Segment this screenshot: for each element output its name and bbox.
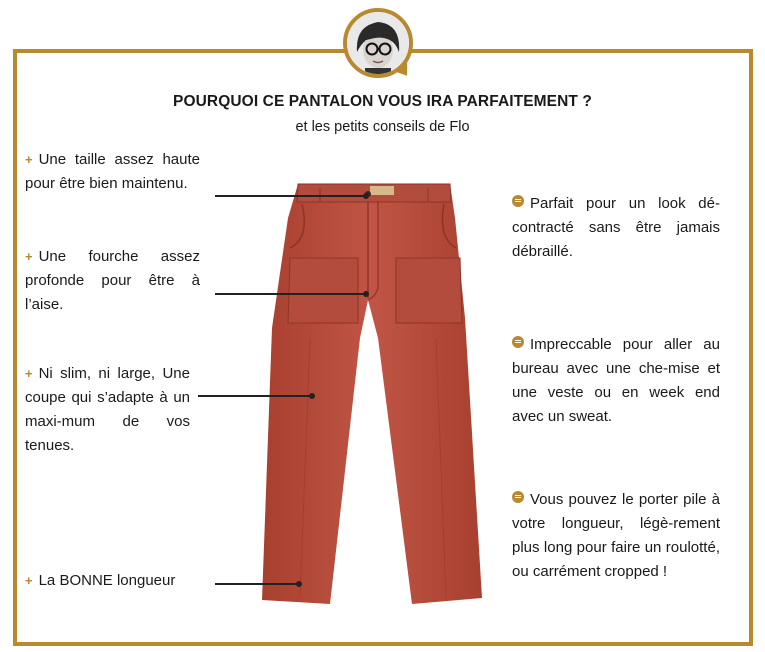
speech-bubble-icon (512, 491, 524, 503)
pointer-dot-rise (363, 291, 369, 297)
tip-length (512, 488, 720, 584)
callout-length-text: La BONNE longueur (38, 572, 176, 589)
plus-icon: + (25, 366, 33, 381)
page-title: POURQUOI CE PANTALON VOUS IRA PARFAITEMENT ? (173, 93, 592, 110)
pointer-dot-length (296, 581, 302, 587)
tip-office (512, 333, 720, 429)
pointer-dot-cut (309, 393, 315, 399)
tip-length-text: Vous pouvez le porter pile à votre longueur, légè-rement plus long pour faire un roulotté, ou carrément cropped ! (512, 491, 720, 580)
portrait-drawing (347, 12, 409, 74)
callout-cut (25, 362, 190, 458)
plus-icon: + (25, 249, 33, 264)
callout-rise (25, 245, 200, 317)
pointer-line-cut (198, 395, 311, 397)
callout-rise-text: Une fourche assez profonde pour être à l’aise. (25, 248, 200, 313)
pointer-line-waist (215, 195, 365, 197)
tip-casual-text: Parfait pour un look dé-contracté sans être jamais débraillé. (512, 195, 720, 260)
tip-office-text: Impreccable pour aller au bureau avec une che-mise et une veste ou en week end avec un sweat. (512, 336, 720, 425)
pointer-line-rise (215, 293, 365, 295)
callout-cut-text: Ni slim, ni large, Une coupe qui s’adapte à un maxi-mum de vos tenues. (25, 365, 190, 454)
person-portrait (343, 8, 413, 78)
speech-bubble-icon (512, 336, 524, 348)
callout-length (25, 569, 210, 593)
speech-bubble-icon (512, 195, 524, 207)
page-subtitle: et les petits conseils de Flo (295, 119, 470, 135)
plus-icon: + (25, 152, 33, 167)
callout-waist-text: Une taille assez haute pour être bien maintenu. (25, 151, 200, 192)
pointer-line-length (215, 583, 298, 585)
callout-waist (25, 148, 200, 196)
pointer-dot-waist (363, 193, 369, 199)
avatar (343, 8, 413, 78)
plus-icon: + (25, 573, 33, 588)
tip-casual (512, 192, 720, 264)
